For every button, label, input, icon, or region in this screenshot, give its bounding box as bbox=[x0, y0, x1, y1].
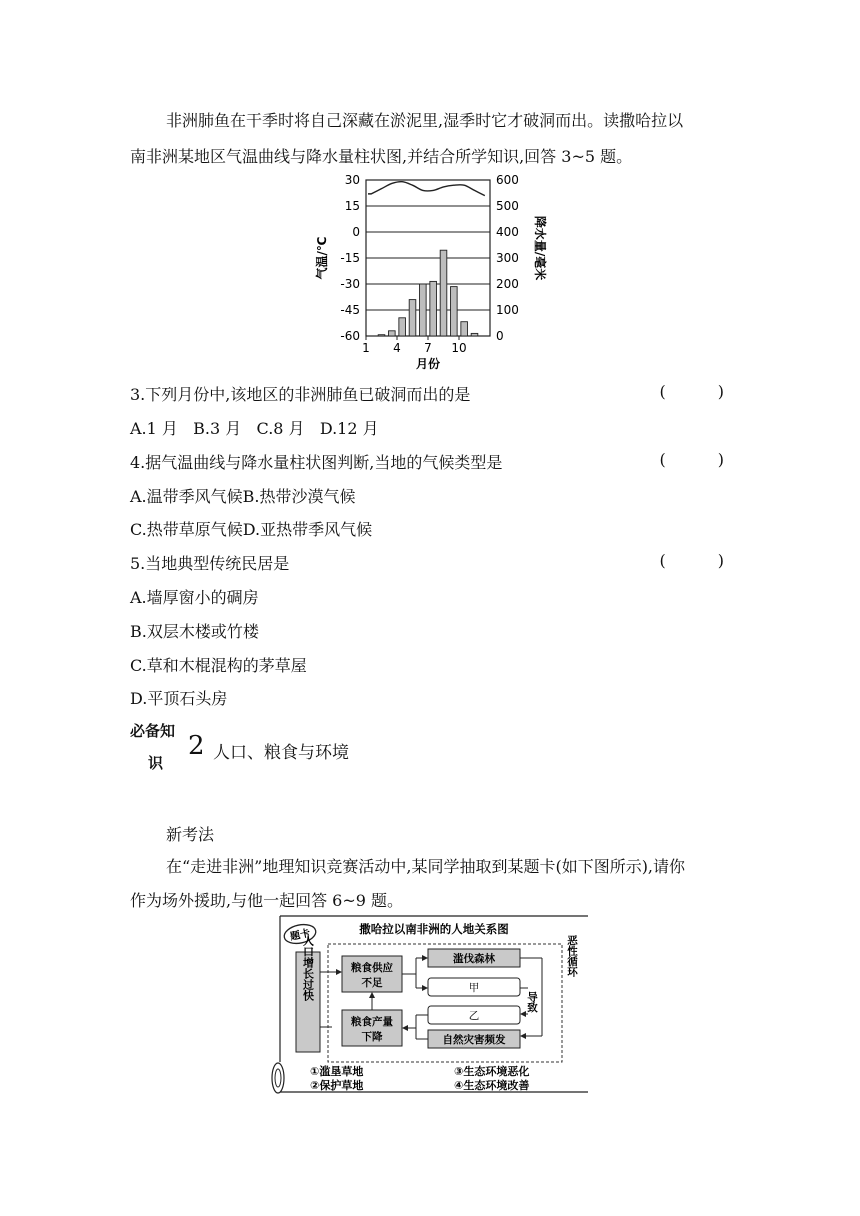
card-option-4: ④生态环境改善 bbox=[454, 1079, 530, 1092]
q5-answer-bracket[interactable]: ( ) bbox=[659, 551, 724, 570]
q5-option-a: A.墙厚窗小的碉房 bbox=[130, 588, 259, 607]
vicious-cycle-label: 恶性循环 bbox=[566, 935, 578, 977]
q5-option-b: B.双层木楼或竹楼 bbox=[130, 622, 259, 641]
svg-text:下降: 下降 bbox=[361, 1031, 383, 1043]
left-tick-label: -30 bbox=[340, 277, 360, 291]
q3-answer-bracket[interactable]: ( ) bbox=[659, 382, 724, 401]
scroll-roll bbox=[272, 1063, 284, 1093]
left-axis-label: 气温/℃ bbox=[315, 236, 329, 280]
precipitation-bar-3 bbox=[389, 331, 396, 336]
right-tick-label: 600 bbox=[496, 173, 519, 187]
precipitation-bar-11 bbox=[471, 333, 478, 336]
section-tag-line-1: 必备知 bbox=[130, 722, 176, 740]
svg-text:粮食产量: 粮食产量 bbox=[351, 1016, 393, 1028]
right-tick-label: 400 bbox=[496, 225, 519, 239]
q3-options: A.1 月 B.3 月 C.8 月 D.12 月 bbox=[130, 419, 379, 438]
right-tick-label: 100 bbox=[496, 303, 519, 317]
population-label: 人口增长过快 bbox=[301, 935, 315, 1001]
question-3 bbox=[130, 382, 724, 405]
right-tick-label: 200 bbox=[496, 277, 519, 291]
q4-answer-bracket[interactable]: ( ) bbox=[659, 450, 724, 469]
svg-text:甲: 甲 bbox=[468, 982, 480, 994]
question-5 bbox=[130, 551, 724, 574]
precipitation-bar-7 bbox=[430, 281, 437, 336]
q3-stem: 3.下列月份中,该地区的非洲肺鱼已破洞而出的是 bbox=[130, 385, 471, 404]
left-tick-label: -45 bbox=[340, 303, 360, 317]
svg-text:乙: 乙 bbox=[468, 1010, 480, 1022]
right-tick-label: 0 bbox=[496, 329, 504, 343]
precipitation-bar-9 bbox=[451, 287, 458, 336]
svg-text:自然灾害频发: 自然灾害频发 bbox=[442, 1034, 506, 1046]
section-tag-line-2: 识 bbox=[148, 754, 164, 772]
card-title: 撒哈拉以南非洲的人地关系图 bbox=[359, 922, 509, 936]
new-exam-line-1: 在“走进非洲”地理知识竞赛活动中,某同学抽取到某题卡(如下图所示),请你 bbox=[166, 857, 686, 876]
left-tick-label: 0 bbox=[352, 225, 360, 239]
q5-option-c: C.草和木棍混构的茅草屋 bbox=[130, 656, 307, 675]
x-tick-label: 10 bbox=[451, 341, 467, 355]
new-exam-line-2: 作为场外援助,与他一起回答 6~9 题。 bbox=[130, 891, 404, 910]
section-number: 2 bbox=[188, 731, 205, 761]
q4-stem: 4.据气温曲线与降水量柱状图判断,当地的气候类型是 bbox=[130, 453, 503, 472]
section-title: 人口、粮食与环境 bbox=[213, 743, 349, 763]
question-4 bbox=[130, 450, 724, 473]
precipitation-bar-4 bbox=[399, 318, 406, 336]
right-tick-label: 500 bbox=[496, 199, 519, 213]
svg-text:滥伐森林: 滥伐森林 bbox=[453, 953, 495, 965]
svg-text:不足: 不足 bbox=[361, 977, 383, 989]
card-option-3: ③生态环境恶化 bbox=[454, 1065, 530, 1078]
x-tick-label: 1 bbox=[362, 341, 370, 355]
temperature-curve bbox=[368, 182, 485, 196]
climate-chart bbox=[312, 168, 552, 374]
svg-text:粮食供应: 粮食供应 bbox=[351, 962, 393, 974]
right-axis-label: 降水量/毫米 bbox=[533, 215, 547, 281]
left-tick-label: -60 bbox=[340, 329, 360, 343]
q4-options-ab: A.温带季风气候B.热带沙漠气候 bbox=[130, 487, 356, 506]
intro-line-2: 南非洲某地区气温曲线与降水量柱状图,并结合所学知识,回答 3~5 题。 bbox=[130, 147, 633, 166]
topic-card-diagram bbox=[266, 912, 592, 1098]
right-tick-label: 300 bbox=[496, 251, 519, 265]
x-tick-label: 4 bbox=[393, 341, 401, 355]
precipitation-bar-5 bbox=[409, 300, 416, 336]
q4-options-cd: C.热带草原气候D.亚热带季风气候 bbox=[130, 520, 373, 539]
x-axis-label: 月份 bbox=[415, 357, 441, 371]
precipitation-bar-10 bbox=[461, 322, 468, 336]
left-tick-label: 15 bbox=[344, 199, 360, 213]
card-tag: 题卡 bbox=[289, 928, 312, 943]
precipitation-bar-6 bbox=[420, 284, 427, 336]
left-tick-label: -15 bbox=[340, 251, 360, 265]
card-option-1: ①滥垦草地 bbox=[310, 1065, 364, 1078]
q5-option-d: D.平顶石头房 bbox=[130, 689, 228, 708]
card-option-2: ②保护草地 bbox=[310, 1079, 364, 1092]
lead-to-label: 导致 bbox=[526, 991, 538, 1013]
precipitation-bar-8 bbox=[440, 250, 447, 336]
q5-stem: 5.当地典型传统民居是 bbox=[130, 554, 290, 573]
intro-line-1: 非洲肺鱼在干季时将自己深藏在淤泥里,湿季时它才破洞而出。读撒哈拉以 bbox=[166, 111, 684, 130]
new-exam-label: 新考法 bbox=[166, 825, 215, 844]
precipitation-bar-2 bbox=[378, 335, 385, 336]
left-tick-label: 30 bbox=[344, 173, 360, 187]
x-tick-label: 7 bbox=[424, 341, 432, 355]
